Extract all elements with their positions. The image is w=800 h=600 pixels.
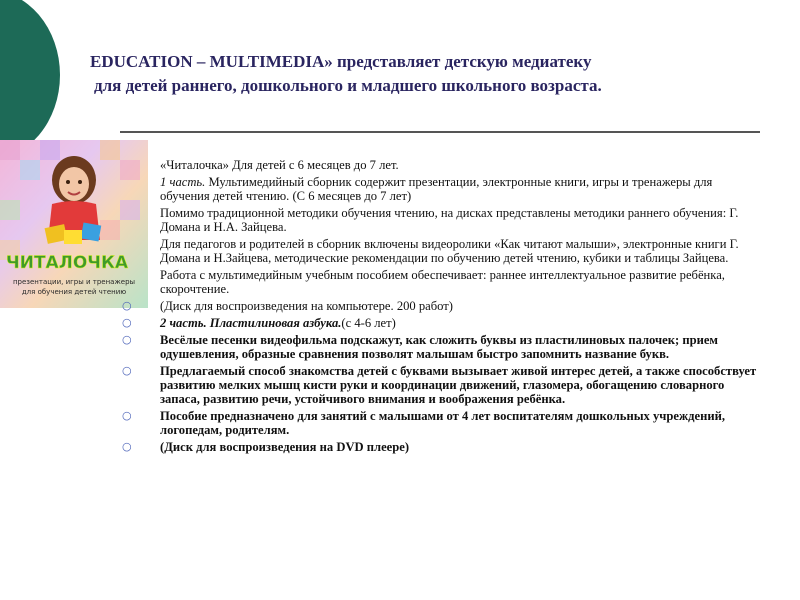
decorative-green-arc [0, 0, 60, 160]
cover-subtitle-2: для обучения детей чтению [21, 288, 127, 296]
title-divider [120, 131, 760, 133]
title-line-1: EDUCATION – MULTIMEDIA» представляет детскую медиатеку [90, 52, 592, 71]
cover-subtitle-1: презентации, игры и тренажеры [12, 278, 136, 286]
paragraph-methods: Помимо традиционной методики обучения чтению, на дисках представлены методики раннего обучения: Г. Домана и Н.А. Зайцева. [160, 206, 739, 234]
paragraph-benefits: Работа с мультимедийным учебным пособием обеспечивает: раннее интеллектуальное развитие ребёнка, скорочтение. [160, 268, 725, 296]
ring-bullet-icon: ○ [122, 409, 132, 422]
bullet-text: (Диск для воспроизведения на DVD плеере) [160, 440, 410, 454]
page-title [90, 50, 730, 98]
bullet-item [120, 409, 760, 437]
ring-bullet-icon: ○ [122, 299, 132, 312]
part-2-age: (с 4-6 лет) [341, 316, 396, 330]
ring-bullet-icon: ○ [122, 364, 132, 377]
bullet-item [120, 299, 760, 313]
bullet-text: (Диск для воспроизведения на компьютере. 200 работ) [160, 299, 453, 313]
ring-bullet-icon: ○ [122, 333, 132, 346]
bullet-text: Предлагаемый способ знакомства детей с буквами вызывает живой интерес детей, а также способствует развитию мелких мышц кисти руки и координации движений, глазомера, обогащению словарного запаса, развитию речи, устойчивого внимания и воображения ребёнка. [160, 364, 757, 406]
part-1-text: Мультимедийный сборник содержит презентации, электронные книги, игры и тренажеры для обучения детей чтению. (С 6 месяцев до 7 лет) [160, 175, 713, 203]
part-2-label: 2 часть. Пластилиновая азбука. [160, 316, 342, 330]
product-name: «Читалочка» [160, 158, 229, 172]
bullet-text: Весёлые песенки видеофильма подскажут, как сложить буквы из пластилиновых палочек; прием одушевления, образные сравнения позволят малышам быстро запомнить название букв. [160, 333, 719, 361]
bullet-item [120, 440, 760, 454]
bullet-item [120, 333, 760, 361]
ring-bullet-icon: ○ [122, 440, 132, 453]
bullet-item [120, 364, 760, 406]
bullet-item [120, 316, 760, 330]
title-line-2: для детей раннего, дошкольного и младшего школьного возраста. [94, 76, 602, 95]
age-range-text: Для детей с 6 месяцев до 7 лет. [228, 158, 399, 172]
paragraph-part-1 [120, 175, 760, 203]
bullet-text: Пособие предназначено для занятий с малышами от 4 лет воспитателям дошкольных учреждений, логопедам, родителям. [160, 409, 725, 437]
paragraph-intro [120, 158, 760, 172]
paragraph-for-teachers: Для педагогов и родителей в сборник включены видеоролики «Как читают малыши», электронные книги Г. Домана и Н.Зайцева, методические рекомендации по обучению детей чтению, кубики и таблицы Зайцева. [160, 237, 739, 265]
cover-brand-text: ЧИТАЛОЧКА [6, 253, 129, 273]
ring-bullet-icon: ○ [122, 316, 132, 329]
description-body [120, 158, 760, 457]
part-1-label: 1 часть. [160, 175, 206, 189]
